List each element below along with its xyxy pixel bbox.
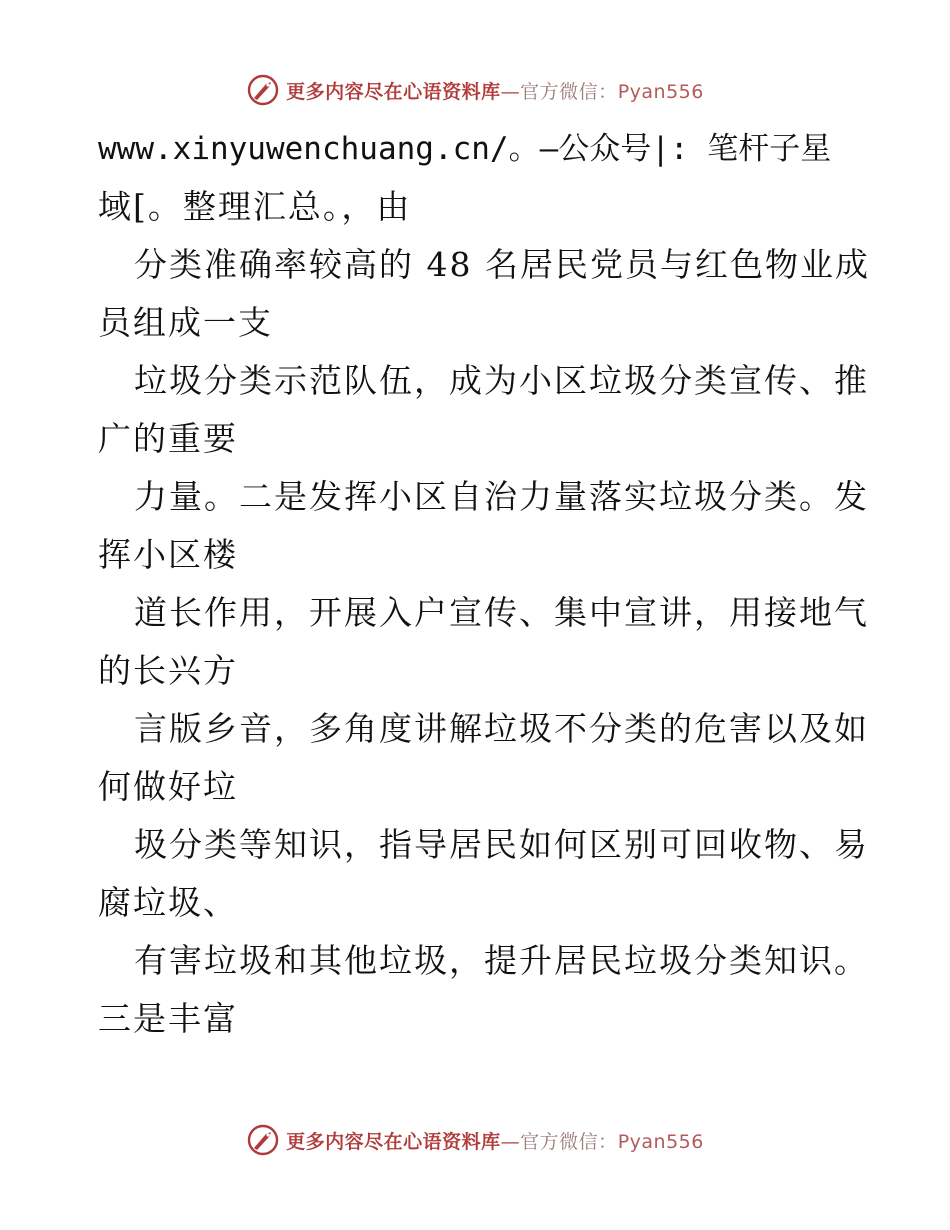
pen-nib-circle-icon	[246, 73, 280, 107]
text-line: 腐垃圾、	[98, 883, 238, 922]
text-line: www.xinyuwenchuang.cn/。—公众号|: 笔杆子星	[98, 131, 832, 167]
text-line: 有害垃圾和其他垃圾，提升居民垃圾分类知识。	[134, 941, 869, 980]
watermark-text	[286, 1127, 704, 1154]
watermark-text	[286, 77, 704, 104]
text-line: 垃圾分类示范队伍，成为小区垃圾分类宣传、推	[134, 361, 869, 400]
text-line: 言版乡音，多角度讲解垃圾不分类的危害以及如	[134, 709, 869, 748]
watermark-separator: —	[500, 1130, 521, 1153]
document-body	[98, 120, 870, 1048]
text-line: 域[。整理汇总。，由	[98, 187, 412, 226]
watermark-wechat-label: 官方微信：	[520, 80, 618, 103]
footer-watermark	[0, 1120, 950, 1160]
watermark-separator: —	[500, 80, 521, 103]
watermark-wechat-label: 官方微信：	[520, 1130, 618, 1153]
text-line: 分类准确率较高的 48 名居民党员与红色物业成	[134, 245, 870, 284]
text-line: 挥小区楼	[98, 535, 238, 574]
text-line: 员组成一支	[98, 303, 273, 342]
pen-nib-circle-icon	[246, 1123, 280, 1157]
text-line: 道长作用，开展入户宣传、集中宣讲，用接地气	[134, 593, 869, 632]
watermark-wechat-id: Pyan556	[617, 1130, 704, 1153]
header-watermark	[0, 70, 950, 110]
watermark-wechat-id: Pyan556	[617, 80, 704, 103]
text-line: 广的重要	[98, 419, 238, 458]
text-line: 的长兴方	[98, 651, 238, 690]
watermark-brand: 更多内容尽在心语资料库	[286, 80, 501, 103]
text-line: 何做好垃	[98, 767, 238, 806]
watermark-brand: 更多内容尽在心语资料库	[286, 1130, 501, 1153]
text-line: 三是丰富	[98, 999, 238, 1038]
text-line: 力量。二是发挥小区自治力量落实垃圾分类。发	[134, 477, 869, 516]
text-line: 圾分类等知识，指导居民如何区别可回收物、易	[134, 825, 869, 864]
